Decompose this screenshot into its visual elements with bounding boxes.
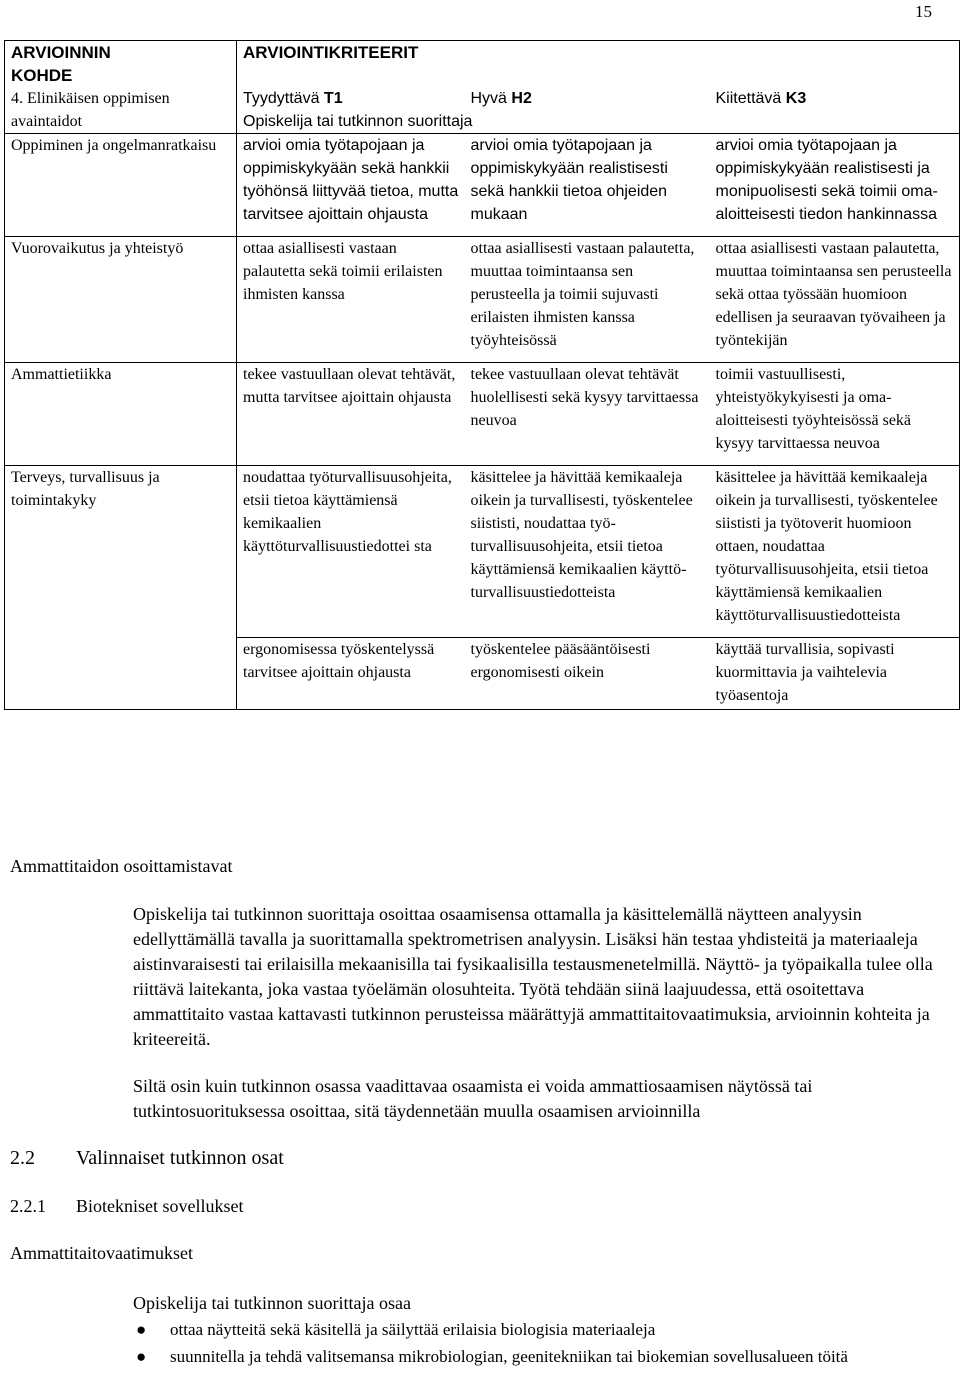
row-t1: ergonomisessa työskentelyssä tarvitsee ajoittain ohjausta <box>237 638 465 710</box>
row-target: Terveys, turvallisuus ja toimintakyky <box>5 466 237 710</box>
demonstration-label: Ammattitaidon osoittamistavat <box>10 856 233 876</box>
list-item-text: ottaa näytteitä sekä käsitellä ja säilyttää erilaisia biologisia materiaaleja <box>170 1320 656 1339</box>
requirements-intro: Opiskelija tai tutkinnon suorittaja osaa <box>133 1293 411 1313</box>
row-k3: ottaa asiallisesti vastaan palautetta, muuttaa toimintaansa sen perusteella sekä ottaa työssään huomioon edellisen ja seuraavan työvaiheen ja työntekijän <box>710 237 960 363</box>
table-header-row <box>5 41 960 88</box>
table-row <box>5 134 960 237</box>
row-target: Vuorovaikutus ja yhteistyö <box>5 237 237 363</box>
level-k3-code: K3 <box>785 90 807 107</box>
demonstration-paragraph-1: Opiskelija tai tutkinnon suorittaja osoittaa osaamisensa ottamalla ja käsittelemällä näytteen analyysin edellyttämällä tavalla ja suorittamalla spektrometrisen analyysin. Lisäksi hän testaa yhdisteitä ja materiaaleja aistinvaraisesti tai erilaisilla mekaanisilla tai fysikaalisilla testausmenetelmillä. Näyttö- ja työpaikalla tulee olla riittävä laitekanta, joka vastaa työelämän olosuhteita. Työtä tehdään siinä laajuudessa, että osoitettava ammattitaito vastaa kattavasti tutkinnon perusteissa määrättyjä ammattitaitovaatimuksia, arvioinnin kohteita ja kriteereitä. <box>133 904 933 1049</box>
row-t1: noudattaa työturvallisuusohjeita, etsii tietoa käyttämiensä kemikaalien käyttöturvallisuustiedottei sta <box>237 466 465 638</box>
row-target: Ammattietiikka <box>5 363 237 466</box>
level-t1-text: Tyydyttävä <box>243 90 324 107</box>
header-target-cell <box>5 41 237 88</box>
section-title: Biotekniset sovellukset <box>76 1196 244 1216</box>
section-number: 2.2.1 <box>10 1196 46 1216</box>
list-item-text: suunnitella ja tehdä valitsemansa mikrobiologian, geenitekniikan tai biokemian sovellusalueen töitä <box>170 1347 848 1366</box>
table-row <box>5 237 960 363</box>
row-k3: käsittelee ja hävittää kemikaaleja oikein ja turvallisesti, työskentelee siististi ja työtoverit huomioon ottaen, noudattaa työturvallisuusohjeita, etsii tietoa käyttämiensä kemikaalien käyttöturvallisuustiedotteista <box>710 466 960 638</box>
row-t1: arvioi omia työtapojaan ja oppimiskykyään sekä hankkii työhönsä liittyvää tietoa, mutta tarvitsee ajoittain ohjausta <box>237 134 465 237</box>
row-k3: käyttää turvallisia, sopivasti kuormittavia ja vaihtelevia työasentoja <box>710 638 960 710</box>
row-k3: arvioi omia työtapojaan ja oppimiskykyään realistisesti ja monipuolisesti sekä toimii oma-aloitteisesti tiedon hankinnassa <box>710 134 960 237</box>
section-title: Valinnaiset tutkinnon osat <box>76 1147 284 1169</box>
row-h2: käsittelee ja hävittää kemikaaleja oikein ja turvallisesti, työskentelee siististi, noudattaa työ-turvallisuusohjeita, etsii tietoa käyttämiensä kemikaalien käyttö-turvallisuustiedotteista <box>465 466 710 638</box>
key-competence-label: 4. Elinikäisen oppimisen avaintaidot <box>5 87 237 134</box>
section-heading-2-2 <box>10 1147 284 1170</box>
header-criteria-cell <box>237 41 960 88</box>
table-row <box>5 466 960 638</box>
level-k3-text: Kiitettävä <box>715 90 786 107</box>
row-h2: arvioi omia työtapojaan ja oppimiskykyään realistisesti sekä hankkii tietoa ohjeiden mukaan <box>465 134 710 237</box>
requirements-list <box>134 1318 924 1368</box>
section-heading-2-2-1 <box>10 1196 243 1217</box>
criteria-title: ARVIOINTIKRITEERIT <box>243 43 419 62</box>
row-h2: tekee vastuullaan olevat tehtävät huolellisesti sekä kysyy tarvittaessa neuvoa <box>465 363 710 466</box>
performer-subtitle: Opiskelija tai tutkinnon suorittaja <box>237 110 960 134</box>
row-t1: ottaa asiallisesti vastaan palautetta sekä toimii erilaisten ihmisten kanssa <box>237 237 465 363</box>
row-h2: työskentelee pääsääntöisesti ergonomisesti oikein <box>465 638 710 710</box>
row-h2: ottaa asiallisesti vastaan palautetta, muuttaa toimintaansa sen perusteella ja toimii sujuvasti erilaisten ihmisten kanssa työyhteisössä <box>465 237 710 363</box>
level-h2-text: Hyvä <box>470 90 512 107</box>
list-item <box>134 1318 924 1341</box>
level-t1-code: T1 <box>323 90 343 107</box>
list-item <box>134 1345 924 1368</box>
requirements-label: Ammattitaitovaatimukset <box>10 1243 193 1263</box>
levels-row <box>5 87 960 110</box>
bullet-icon: ● <box>136 1347 147 1366</box>
header-target-line1: ARVIOINNIN <box>11 43 111 62</box>
table-row <box>5 363 960 466</box>
header-target-line2: KOHDE <box>11 66 73 85</box>
demonstration-paragraph-2: Siltä osin kuin tutkinnon osassa vaadittavaa osaamista ei voida ammattiosaamisen näytössä tai tutkintosuorituksessa osoittaa, sitä täydennetään muulla osaamisen arvioinnilla <box>133 1076 813 1121</box>
level-k3 <box>710 87 960 110</box>
row-target: Oppiminen ja ongelmanratkaisu <box>5 134 237 237</box>
row-k3: toimii vastuullisesti, yhteistyökykyisesti ja oma-aloitteisesti työyhteisössä sekä kysyy tarvittaessa neuvoa <box>710 363 960 466</box>
section-number: 2.2 <box>10 1147 35 1169</box>
level-h2 <box>465 87 710 110</box>
assessment-criteria-table <box>4 40 960 710</box>
bullet-icon: ● <box>136 1320 147 1339</box>
level-h2-code: H2 <box>511 90 532 107</box>
level-t1 <box>237 87 465 110</box>
row-t1: tekee vastuullaan olevat tehtävät, mutta tarvitsee ajoittain ohjausta <box>237 363 465 466</box>
page-number: 15 <box>915 2 932 21</box>
